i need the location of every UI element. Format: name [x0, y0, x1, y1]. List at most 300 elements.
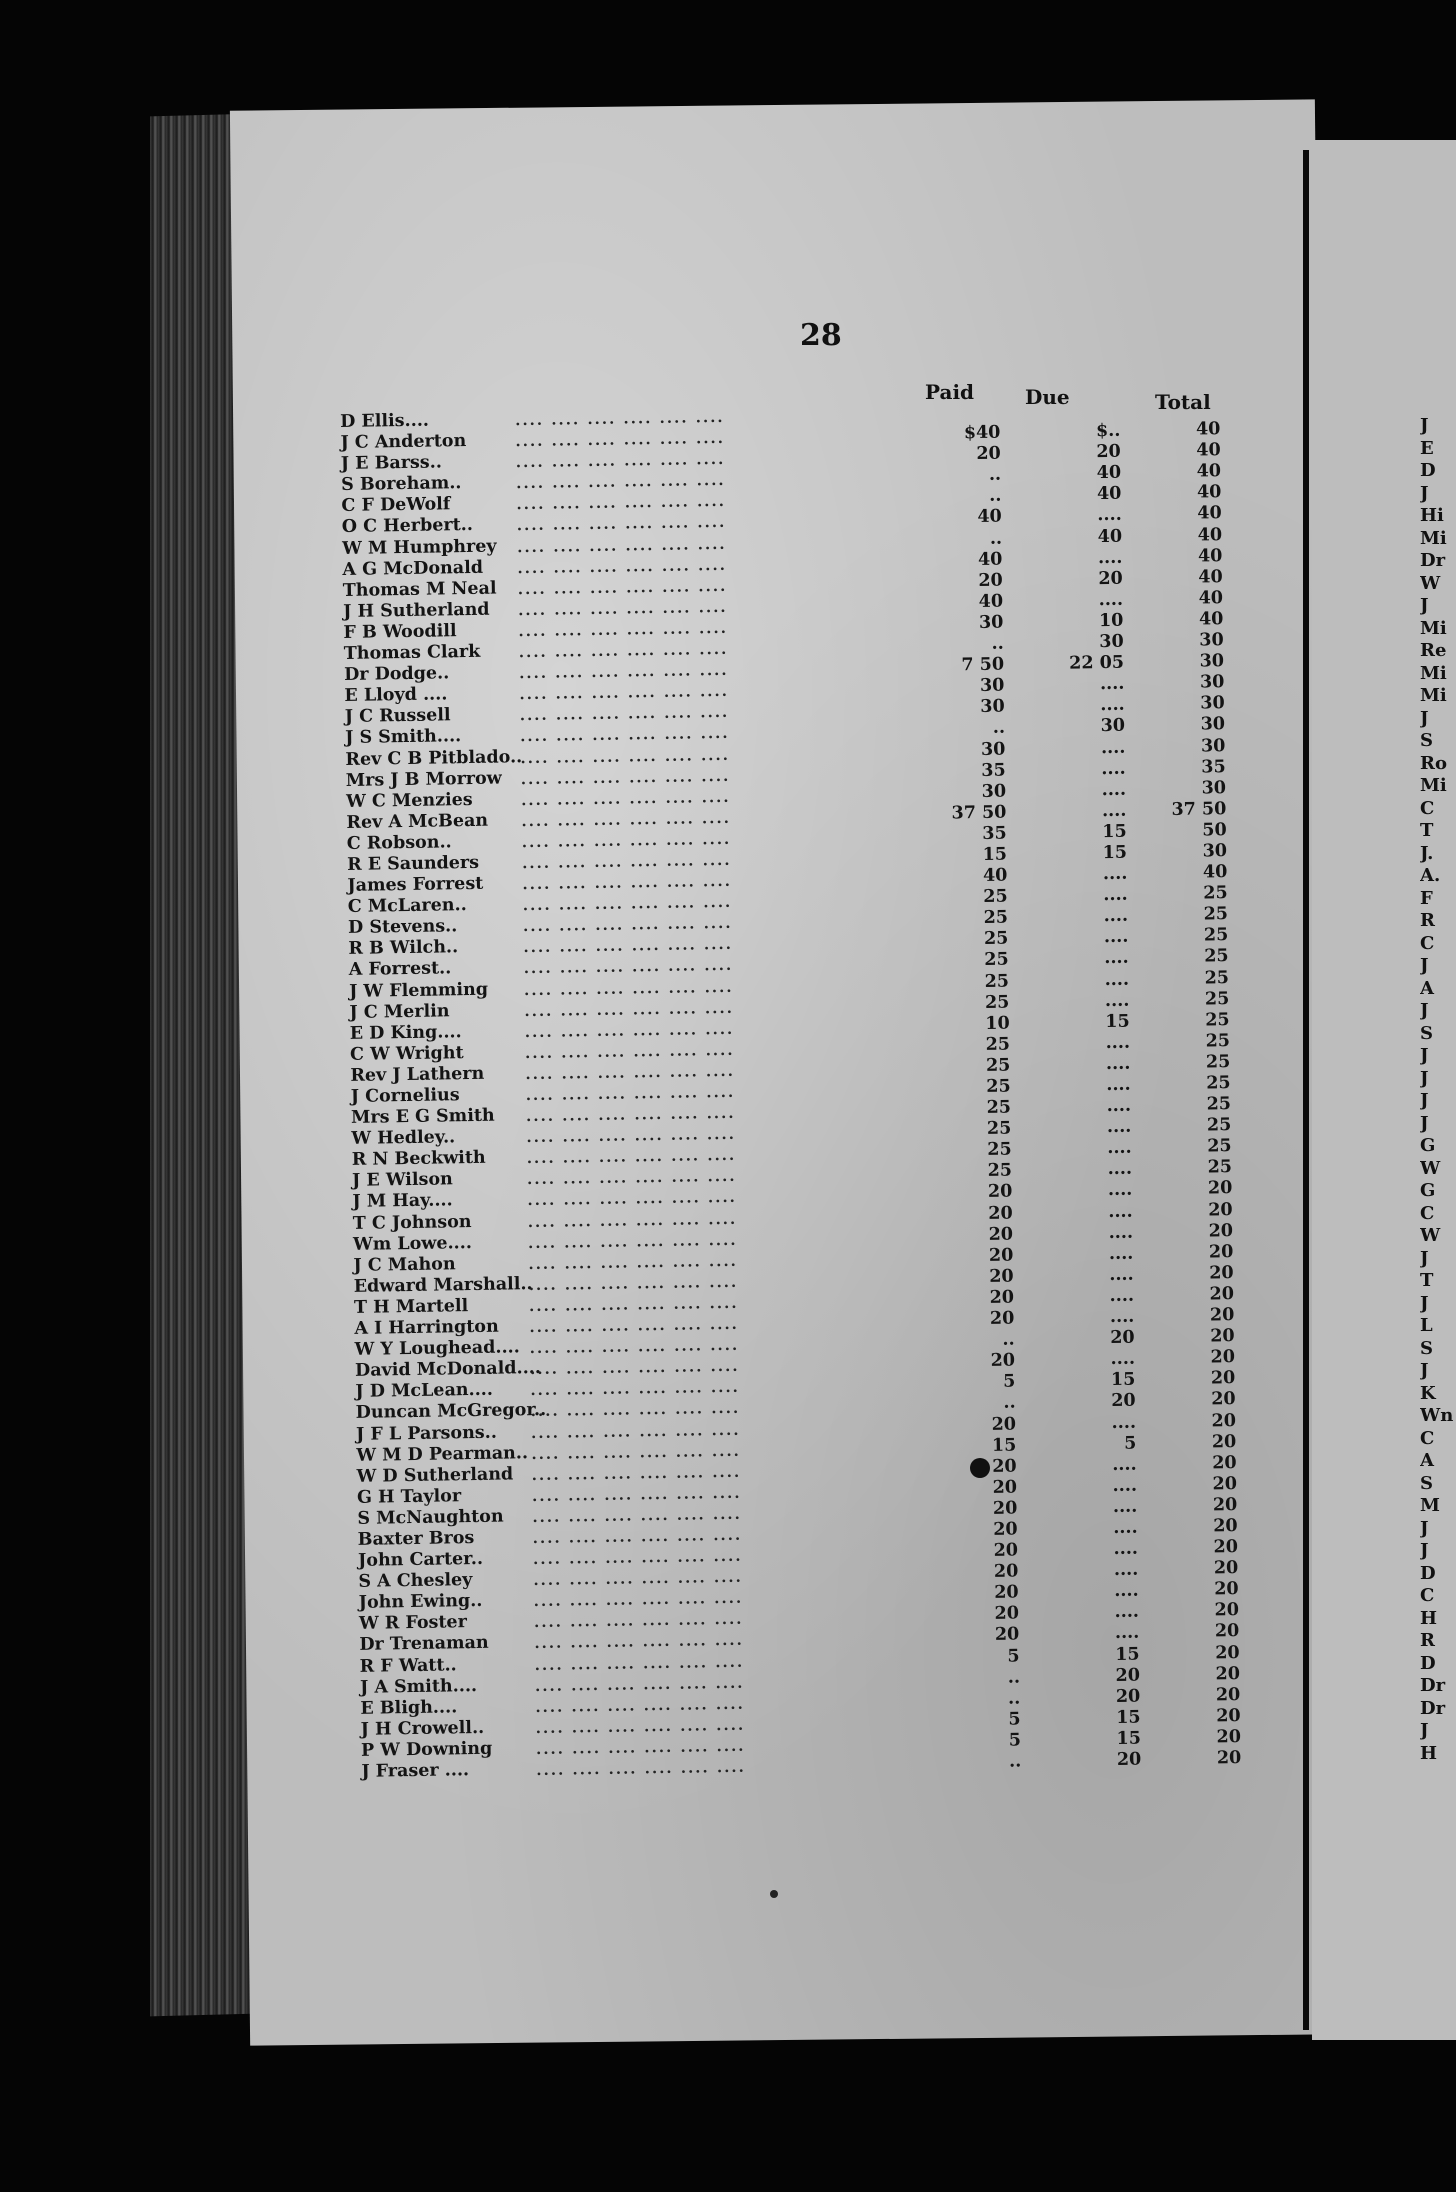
leader-dots: .... .... .... .... .... ....	[526, 1125, 736, 1147]
paid-amount: 25	[983, 907, 1009, 929]
leader-dots: .... .... .... .... .... ....	[528, 1293, 739, 1316]
paid-amount: 20	[992, 1477, 1018, 1498]
subscriber-name: W Y Loughead....	[354, 1337, 520, 1361]
leader-dots: .... .... .... .... .... ....	[527, 1230, 738, 1252]
facing-page-text: E	[1420, 437, 1434, 459]
subscriber-name: S A Chesley	[358, 1570, 473, 1593]
facing-page-text: J.	[1420, 842, 1434, 864]
due-amount: 15	[1116, 1728, 1142, 1749]
facing-page-text: D	[1420, 1652, 1436, 1674]
paid-amount: 15	[982, 844, 1008, 865]
due-amount: 20	[1110, 1327, 1135, 1349]
facing-page-text: J	[1420, 1517, 1429, 1539]
subscriber-name: Wm Lowe....	[352, 1232, 473, 1255]
leader-dots: .... .... .... .... .... ....	[523, 977, 734, 999]
subscriber-name: S Boreham..	[340, 473, 462, 496]
facing-page-text: J	[1420, 1090, 1429, 1111]
due-amount: ....	[1106, 1074, 1131, 1096]
total-amount: 20	[1209, 1284, 1235, 1305]
total-column-header: Total	[1155, 390, 1211, 414]
total-amount: 20	[1211, 1410, 1237, 1431]
due-amount: 40	[1097, 526, 1123, 547]
total-amount: 20	[1213, 1558, 1239, 1579]
subscriber-name: Rev A McBean	[346, 810, 489, 833]
total-amount: 25	[1206, 1073, 1231, 1094]
due-amount: ....	[1107, 1159, 1133, 1180]
leader-dots: .... .... .... .... .... ....	[518, 639, 729, 662]
paid-amount: 25	[986, 1118, 1012, 1140]
due-amount: 20	[1096, 441, 1121, 463]
leader-dots: .... .... .... .... .... ....	[527, 1209, 738, 1231]
subscriber-name: J H Crowell..	[360, 1717, 485, 1740]
subscriber-name: Rev C B Pitblado..	[345, 746, 523, 770]
subscriber-name: J A Smith....	[359, 1675, 478, 1698]
due-amount	[1030, 400, 1120, 401]
subscriber-name: J E Wilson	[351, 1169, 453, 1192]
paid-amount: 25	[986, 1097, 1012, 1119]
total-amount: 20	[1210, 1368, 1236, 1389]
due-amount: ....	[1111, 1412, 1137, 1433]
total-amount: 40	[1198, 609, 1224, 630]
subscriber-name: John Ewing..	[358, 1591, 483, 1614]
paid-amount: 20	[993, 1519, 1018, 1540]
subscriber-name: Rev J Lathern	[350, 1063, 485, 1086]
subscriber-name: J F L Parsons..	[355, 1422, 498, 1445]
due-amount: ....	[1101, 758, 1126, 779]
leader-dots: .... .... .... .... .... ....	[529, 1357, 740, 1379]
subscriber-ledger	[340, 398, 1241, 1783]
due-amount: ....	[1112, 1454, 1137, 1475]
paid-amount: 30	[980, 696, 1005, 718]
facing-page-text: M	[1420, 1495, 1440, 1516]
facing-page-text: C	[1420, 1585, 1435, 1606]
due-amount: 30	[1099, 631, 1124, 653]
leader-dots: .... .... .... .... .... ....	[522, 914, 733, 936]
subscriber-name: J D McLean....	[355, 1380, 494, 1403]
leader-dots: .... .... .... .... .... ....	[530, 1420, 741, 1442]
paid-amount: 20	[994, 1603, 1020, 1625]
facing-page-text: W	[1420, 1225, 1441, 1246]
paid-amount: 25	[986, 1076, 1011, 1097]
leader-dots: .... .... .... .... .... ....	[520, 787, 731, 809]
facing-page-text: J	[1420, 1720, 1429, 1741]
due-amount: ....	[1108, 1243, 1134, 1264]
paid-amount: ..	[991, 633, 1004, 654]
subscriber-name: T H Martell	[353, 1296, 469, 1318]
leader-dots: .... .... .... .... .... ....	[530, 1399, 741, 1421]
due-amount: 10	[1098, 610, 1124, 632]
subscriber-name: G H Taylor	[356, 1486, 462, 1508]
paid-amount: 20	[992, 1456, 1017, 1477]
leader-dots: .... .... .... .... .... ....	[524, 998, 734, 1020]
due-amount: ....	[1112, 1475, 1138, 1496]
total-amount: 35	[1201, 756, 1226, 778]
subscriber-name: J W Flemming	[348, 979, 489, 1002]
leader-dots: .... .... .... .... .... ....	[516, 534, 727, 556]
paid-amount: 40	[978, 591, 1004, 612]
paid-amount: 20	[988, 1224, 1014, 1245]
paid-column-header: Paid	[925, 380, 975, 404]
leader-dots: .... .... .... .... .... ....	[523, 935, 734, 957]
subscriber-name: Mrs E G Smith	[350, 1105, 495, 1129]
leader-dots: .... .... .... .... .... ....	[525, 1082, 736, 1105]
subscriber-name: W Hedley..	[351, 1127, 456, 1150]
due-amount: ....	[1109, 1285, 1135, 1306]
paid-amount: ..	[1007, 1688, 1021, 1709]
paid-amount: 25	[985, 1055, 1011, 1076]
due-amount: ....	[1108, 1201, 1133, 1222]
subscriber-name: O C Herbert..	[341, 515, 474, 538]
subscriber-name: R N Beckwith	[351, 1148, 486, 1171]
total-amount: 20	[1215, 1642, 1240, 1663]
facing-page-text: S	[1420, 1022, 1433, 1044]
facing-page-text: T	[1420, 1270, 1434, 1291]
subscriber-name: D Ellis....	[340, 410, 430, 432]
leader-dots: .... .... .... .... .... ....	[519, 724, 730, 746]
due-amount: ....	[1104, 990, 1130, 1011]
leader-dots: .... .... .... .... .... ....	[521, 808, 732, 830]
leader-dots: .... .... .... .... .... ....	[535, 1736, 746, 1758]
due-amount: 20	[1116, 1749, 1142, 1770]
paid-amount: 30	[980, 739, 1006, 760]
paid-amount: 20	[992, 1498, 1018, 1519]
paid-amount: 20	[989, 1266, 1014, 1287]
paid-amount: 25	[987, 1160, 1013, 1182]
due-amount: ....	[1114, 1580, 1139, 1602]
paid-amount: 37 50	[951, 802, 1007, 824]
total-amount: 25	[1203, 925, 1229, 946]
subscriber-name: J E Barss..	[340, 452, 443, 475]
leader-dots: .... .... .... .... .... ....	[534, 1652, 745, 1674]
due-amount: 15	[1115, 1644, 1140, 1665]
total-amount: 20	[1214, 1621, 1240, 1642]
subscriber-name: W R Foster	[358, 1612, 467, 1635]
leader-dots: .... .... .... .... .... ....	[526, 1146, 737, 1168]
total-amount: 40	[1202, 862, 1228, 883]
total-amount: 30	[1199, 651, 1225, 672]
total-amount: 20	[1215, 1684, 1241, 1706]
due-amount: $..	[1095, 420, 1121, 442]
facing-page-text: J	[1420, 1112, 1429, 1134]
leader-dots: .... .... .... .... .... ....	[529, 1314, 739, 1337]
facing-page-text: A	[1420, 977, 1434, 999]
subscriber-name: S McNaughton	[357, 1506, 504, 1529]
subscriber-name: J M Hay....	[352, 1190, 453, 1213]
facing-page-text: J	[1420, 1045, 1429, 1066]
due-amount: 40	[1096, 463, 1122, 484]
total-amount: 25	[1204, 988, 1230, 1010]
total-amount: 20	[1207, 1178, 1233, 1199]
due-amount: ....	[1110, 1348, 1136, 1370]
paid-amount: 35	[982, 823, 1007, 844]
due-amount: ....	[1099, 673, 1125, 695]
subscriber-name: David McDonald....	[354, 1358, 542, 1382]
facing-page-column	[1420, 415, 1456, 1765]
paid-amount: 20	[993, 1561, 1019, 1583]
due-amount: ....	[1109, 1264, 1134, 1285]
subscriber-name: A G McDonald	[342, 557, 484, 580]
total-amount: 25	[1205, 1009, 1230, 1031]
paid-amount: 7 50	[961, 654, 1005, 676]
due-amount: ....	[1113, 1517, 1138, 1538]
total-amount: 40	[1196, 440, 1221, 461]
leader-dots: .... .... .... .... .... ....	[518, 661, 729, 683]
facing-page-text: J	[1420, 1540, 1429, 1561]
total-amount: 30	[1200, 714, 1226, 735]
facing-page-text: S	[1420, 1472, 1433, 1494]
due-amount: ....	[1106, 1116, 1132, 1138]
paid-amount: 30	[978, 612, 1004, 633]
subscriber-name: C W Wright	[349, 1042, 464, 1065]
leader-dots: .... .... .... .... .... ....	[515, 429, 726, 451]
paid-amount: 20	[991, 1414, 1017, 1435]
paid-amount: 25	[983, 886, 1008, 908]
leader-dots: .... .... .... .... .... ....	[517, 576, 728, 598]
paid-amount: 20	[988, 1203, 1013, 1224]
facing-page-text: C	[1420, 932, 1435, 954]
total-amount: 25	[1206, 1094, 1232, 1115]
paid-amount: 25	[984, 950, 1009, 971]
facing-page-text: R	[1420, 1630, 1435, 1651]
due-amount: 22 05	[1069, 652, 1125, 674]
total-amount: 25	[1207, 1136, 1232, 1157]
total-amount: 50	[1202, 820, 1227, 841]
facing-page-text: Ro	[1420, 752, 1447, 774]
total-amount: 25	[1203, 904, 1229, 925]
facing-page-text: C	[1420, 1427, 1435, 1449]
subscriber-name: A Forrest..	[348, 958, 452, 981]
due-amount: ....	[1100, 737, 1126, 758]
subscriber-name: John Carter..	[357, 1548, 484, 1571]
due-amount: ....	[1113, 1559, 1139, 1581]
ink-speck	[770, 1890, 778, 1898]
subscriber-name: J S Smith....	[344, 726, 462, 749]
subscriber-name: C F DeWolf	[341, 494, 451, 517]
paid-amount: ..	[989, 528, 1003, 549]
subscriber-name: Dr Dodge..	[343, 663, 450, 686]
page-number: 28	[800, 318, 842, 353]
due-amount: 15	[1102, 842, 1128, 864]
facing-page-text: W	[1420, 1157, 1441, 1179]
total-amount: 20	[1211, 1431, 1237, 1453]
due-amount: 15	[1110, 1369, 1136, 1391]
leader-dots: .... .... .... .... .... ....	[525, 1061, 735, 1084]
due-amount: ....	[1113, 1538, 1139, 1560]
subscriber-name: R F Watt..	[359, 1654, 457, 1677]
due-amount: 15	[1102, 821, 1127, 842]
paid-amount: 40	[982, 865, 1008, 887]
subscriber-name: Duncan McGregor..	[355, 1400, 547, 1424]
total-amount: 20	[1208, 1241, 1234, 1263]
leader-dots: .... .... .... .... .... ....	[532, 1525, 743, 1548]
total-amount: 25	[1206, 1115, 1232, 1136]
due-amount: ....	[1102, 863, 1128, 885]
due-amount: ....	[1103, 927, 1129, 948]
total-amount: 20	[1216, 1748, 1242, 1769]
subscriber-name: R E Saunders	[346, 852, 480, 875]
leader-dots: .... .... .... .... .... ....	[527, 1188, 737, 1210]
total-amount: 20	[1209, 1262, 1234, 1284]
leader-dots: .... .... .... .... .... ....	[519, 703, 730, 725]
total-amount: 20	[1211, 1389, 1236, 1410]
facing-page-text: C	[1420, 797, 1435, 819]
due-amount: ....	[1109, 1306, 1135, 1328]
total-amount: 40	[1197, 503, 1222, 525]
due-amount: ....	[1112, 1496, 1138, 1517]
paid-amount: 15	[991, 1435, 1017, 1456]
total-amount: 25	[1205, 1052, 1231, 1073]
total-amount: 30	[1200, 735, 1226, 757]
leader-dots: .... .... .... .... .... ....	[520, 745, 731, 767]
total-amount: 20	[1216, 1726, 1242, 1748]
facing-page-text: Wn	[1420, 1405, 1454, 1426]
leader-dots: .... .... .... .... .... ....	[532, 1504, 742, 1526]
due-amount: 20	[1098, 568, 1123, 589]
facing-page-text: G	[1420, 1135, 1436, 1156]
due-amount: 15	[1116, 1707, 1141, 1728]
subscriber-name: C McLaren..	[347, 895, 467, 918]
leader-dots: .... .... .... .... .... ....	[518, 618, 729, 641]
facing-page-text: J	[1420, 595, 1429, 616]
paid-amount: ..	[1003, 1392, 1016, 1414]
subscriber-name: E Lloyd ....	[344, 684, 448, 707]
paid-amount: 25	[984, 971, 1010, 992]
paid-amount: ..	[992, 718, 1006, 739]
due-amount: ....	[1098, 589, 1124, 610]
due-amount: ....	[1104, 969, 1130, 990]
facing-page-text: Mi	[1420, 775, 1447, 796]
paid-amount: 25	[985, 1034, 1011, 1055]
subscriber-name: E Bligh....	[360, 1697, 458, 1719]
facing-page-text: F	[1420, 887, 1433, 909]
paid-amount: 5	[1002, 1371, 1016, 1393]
total-amount: 20	[1213, 1516, 1238, 1537]
due-amount: ....	[1105, 1053, 1131, 1074]
facing-page-text: A.	[1420, 865, 1441, 886]
total-amount: 20	[1209, 1305, 1235, 1326]
leader-dots: .... .... .... .... .... ....	[517, 597, 728, 620]
paid-amount: 5	[1008, 1709, 1021, 1730]
due-amount: 30	[1100, 716, 1126, 737]
total-amount: 25	[1204, 946, 1229, 967]
leader-dots: .... .... .... .... .... ....	[524, 1040, 735, 1062]
due-amount: ....	[1106, 1095, 1132, 1117]
total-amount: 20	[1210, 1326, 1235, 1347]
paid-amount: 5	[1007, 1646, 1020, 1667]
leader-dots: .... .... .... .... .... ....	[519, 682, 730, 704]
facing-page-text: J	[1420, 1067, 1429, 1089]
facing-page-text: J	[1420, 482, 1429, 504]
facing-page-text: Re	[1420, 640, 1447, 661]
total-amount: 20	[1208, 1199, 1233, 1221]
total-amount: 20	[1212, 1494, 1238, 1516]
paid-amount: 5	[1008, 1730, 1022, 1751]
paid-amount: 20	[994, 1582, 1019, 1604]
subscriber-name: James Forrest	[347, 873, 484, 897]
facing-page-text: J	[1420, 1000, 1429, 1021]
total-amount: 37 50	[1171, 798, 1227, 820]
due-amount: 20	[1115, 1665, 1141, 1686]
facing-page-text: H	[1420, 1742, 1438, 1764]
facing-page-text: A	[1420, 1450, 1434, 1471]
facing-page-text: J	[1420, 1360, 1429, 1381]
leader-dots: .... .... .... .... .... ....	[521, 850, 732, 873]
total-amount: 20	[1212, 1452, 1237, 1474]
total-amount: 40	[1198, 566, 1223, 588]
due-amount: ....	[1105, 1032, 1131, 1053]
total-amount: 20	[1208, 1220, 1234, 1242]
leader-dots: .... .... .... .... .... ....	[533, 1567, 743, 1590]
leader-dots: .... .... .... .... .... ....	[528, 1251, 738, 1273]
facing-page-text: D	[1420, 1562, 1436, 1584]
subscriber-name: W M D Pearman..	[356, 1442, 529, 1466]
facing-page-text: Mi	[1420, 662, 1447, 684]
total-amount: 30	[1202, 841, 1228, 862]
facing-page-text: Hi	[1420, 505, 1444, 526]
paid-amount: ..	[1002, 1329, 1015, 1350]
total-amount: 40	[1195, 419, 1221, 440]
total-amount: 20	[1213, 1537, 1239, 1558]
facing-page-text: K	[1420, 1382, 1436, 1404]
total-amount: 25	[1203, 883, 1228, 904]
leader-dots: .... .... .... .... .... ....	[528, 1272, 739, 1294]
paid-amount: 10	[985, 1013, 1010, 1034]
leader-dots: .... .... .... .... .... ....	[521, 829, 732, 852]
due-amount: ....	[1101, 800, 1127, 821]
total-amount: 40	[1198, 587, 1224, 609]
paid-amount: 40	[977, 507, 1002, 528]
due-amount: ....	[1114, 1623, 1140, 1644]
facing-page-text: R	[1420, 910, 1435, 931]
subscriber-name: Baxter Bros	[357, 1527, 475, 1550]
due-amount: ....	[1100, 695, 1125, 716]
paid-amount: 20	[976, 443, 1001, 465]
leader-dots: .... .... .... .... .... ....	[525, 1103, 736, 1126]
due-amount: ....	[1103, 884, 1128, 906]
facing-page-text: J	[1420, 707, 1429, 729]
subscriber-name: P W Downing	[360, 1738, 493, 1761]
leader-dots: .... .... .... .... .... ....	[523, 956, 734, 978]
paid-amount: 25	[987, 1139, 1012, 1161]
paid-amount: 25	[984, 992, 1010, 1013]
total-amount: 40	[1197, 524, 1223, 546]
leader-dots: .... .... .... .... .... ....	[530, 1378, 740, 1400]
subscriber-name: W C Menzies	[345, 789, 473, 812]
due-amount: 15	[1105, 1011, 1130, 1032]
facing-page-text: G	[1420, 1180, 1436, 1201]
subscriber-name: J H Sutherland	[342, 599, 490, 622]
leader-dots: .... .... .... .... .... ....	[524, 1019, 735, 1041]
ink-blot	[970, 1458, 990, 1478]
leader-dots: .... .... .... .... .... ....	[531, 1483, 742, 1505]
facing-page-text: J	[1420, 415, 1429, 436]
subscriber-name: J C Merlin	[349, 1000, 450, 1023]
paid-amount: 30	[981, 781, 1007, 802]
paid-amount: 25	[983, 928, 1009, 950]
facing-page-text: W	[1420, 572, 1441, 594]
subscriber-name: C Robson..	[346, 832, 452, 854]
subscriber-name: D Stevens..	[347, 916, 458, 939]
paid-amount	[915, 402, 1000, 403]
leader-dots: .... .... .... .... .... ....	[516, 471, 726, 493]
paid-amount: 20	[994, 1624, 1020, 1646]
facing-page-text: Dr	[1420, 550, 1446, 571]
paid-amount: 40	[977, 549, 1003, 570]
paid-amount: 30	[979, 675, 1005, 697]
total-amount: 25	[1204, 967, 1230, 989]
leader-dots: .... .... .... .... .... ....	[517, 555, 728, 577]
subscriber-name: R B Wilch..	[348, 937, 459, 960]
